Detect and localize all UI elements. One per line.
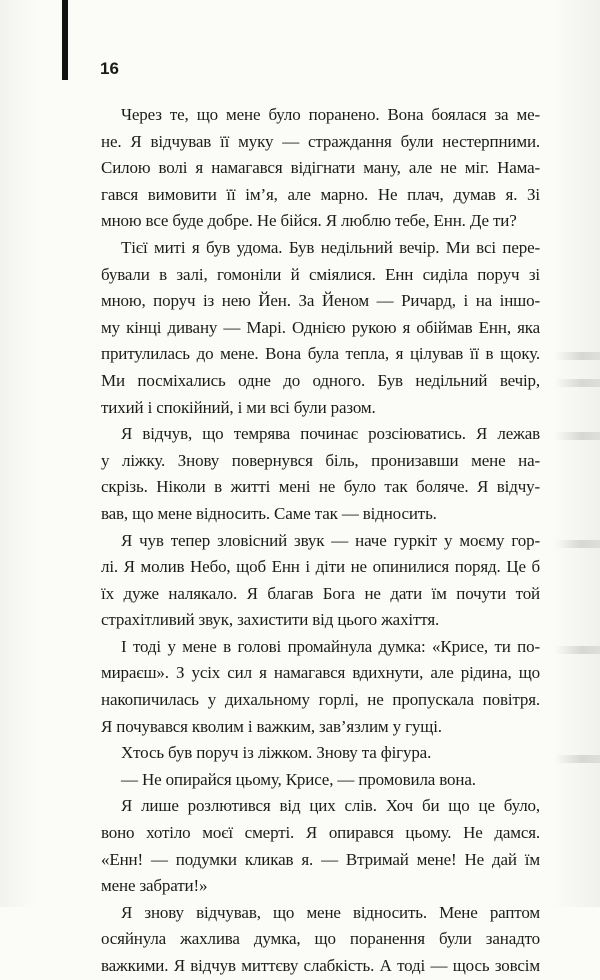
text-line: — Не опирайся цьому, Крисе, — промовила вона. xyxy=(121,769,476,789)
text-line: Я відчув, що темрява починає розсіюватись. Я лежав xyxy=(121,424,540,444)
text-line: Я знову відчував, що мене відносить. Мене раптом xyxy=(121,902,540,922)
show-through-mark xyxy=(555,540,600,548)
text-line: Ми посміхались одне до одного. Був недільний вечір, xyxy=(101,370,540,390)
page-number: 16 xyxy=(100,59,119,78)
text-line: накопичилась у дихальному горлі, не пропускала повітря. xyxy=(101,690,540,710)
text-line: мене забрати!» xyxy=(101,876,208,896)
body-text xyxy=(101,102,540,980)
text-line: воно хотіло моєї смерті. Я опирався цьому. Не дамся. xyxy=(101,823,540,843)
text-line: вав, що мене відносить. Саме так — відносить. xyxy=(101,503,437,523)
text-line: притулилась до мене. Вона була тепла, я цілував її в щоку. xyxy=(101,344,540,364)
text-line: гався вимовити її ім’я, але марно. Не плач, думав я. Зі xyxy=(101,184,540,204)
text-line: Я лише розлютився від цих слів. Хоч би що це було, xyxy=(121,796,540,816)
text-line: важкими. Я відчув миттєву слабкість. А тоді — щось зовсім xyxy=(101,956,540,975)
text-line: мною, поруч із нею Йен. За Йеном — Ричард, і на іншо- xyxy=(101,291,540,311)
page-edge-bar xyxy=(62,0,68,80)
text-line: мираєш». З усіх сил я намагався вдихнути, але рідина, що xyxy=(101,663,540,683)
text-line: Хтось був поруч із ліжком. Знову та фігура. xyxy=(121,743,432,763)
text-line: страхітливий звук, захистити від цього жахіття. xyxy=(101,610,440,630)
text-line: «Енн! — подумки кликав я. — Втримай мене! Не дай їм xyxy=(101,849,540,869)
text-line: І тоді у мене в голові промайнула думка: «Крисе, ти по- xyxy=(121,636,540,656)
text-line: скрізь. Ніколи в житті мені не було так боляче. Я відчу- xyxy=(101,477,540,497)
show-through-mark xyxy=(555,646,600,654)
show-through-mark xyxy=(555,379,600,387)
text-line: мною все буде добре. Не бійся. Я люблю тебе, Енн. Де ти? xyxy=(101,211,517,231)
text-line: Тієї миті я був удома. Був недільний вечір. Ми всі пере- xyxy=(121,237,540,257)
text-line: Я почувався кволим і важким, зав’язлим у гущі. xyxy=(101,716,442,736)
text-line: лі. Я молив Небо, щоб Енн і діти не опинилися поряд. Це б xyxy=(101,557,540,577)
text-line: бували в залі, гомоніли й сміялися. Енн сиділа поруч зі xyxy=(101,264,540,284)
show-through-mark xyxy=(555,432,600,440)
text-line: їх дуже налякало. Я благав Бога не дати їм почути той xyxy=(101,583,540,603)
text-line: осяйнула жахлива думка, що поранення були занадто xyxy=(101,929,540,949)
show-through-mark xyxy=(555,755,600,763)
show-through-mark xyxy=(555,352,600,360)
text-line: Я чув тепер зловісний звук — наче гуркіт у моєму гор- xyxy=(121,530,540,550)
text-line: му кінці дивану — Марі. Однією рукою я обіймав Енн, яка xyxy=(101,317,540,337)
text-line: Силою волі я намагався відігнати ману, але не міг. Нама- xyxy=(101,158,540,178)
text-line: у ліжку. Знову повернувся біль, пронизавши мене на- xyxy=(101,450,540,470)
text-line: не. Я відчував її муку — страждання були нестерпними. xyxy=(101,131,540,151)
text-line: тихий і спокійний, і ми всі були разом. xyxy=(101,397,376,417)
text-line: Через те, що мене було поранено. Вона боялася за ме- xyxy=(121,105,540,124)
